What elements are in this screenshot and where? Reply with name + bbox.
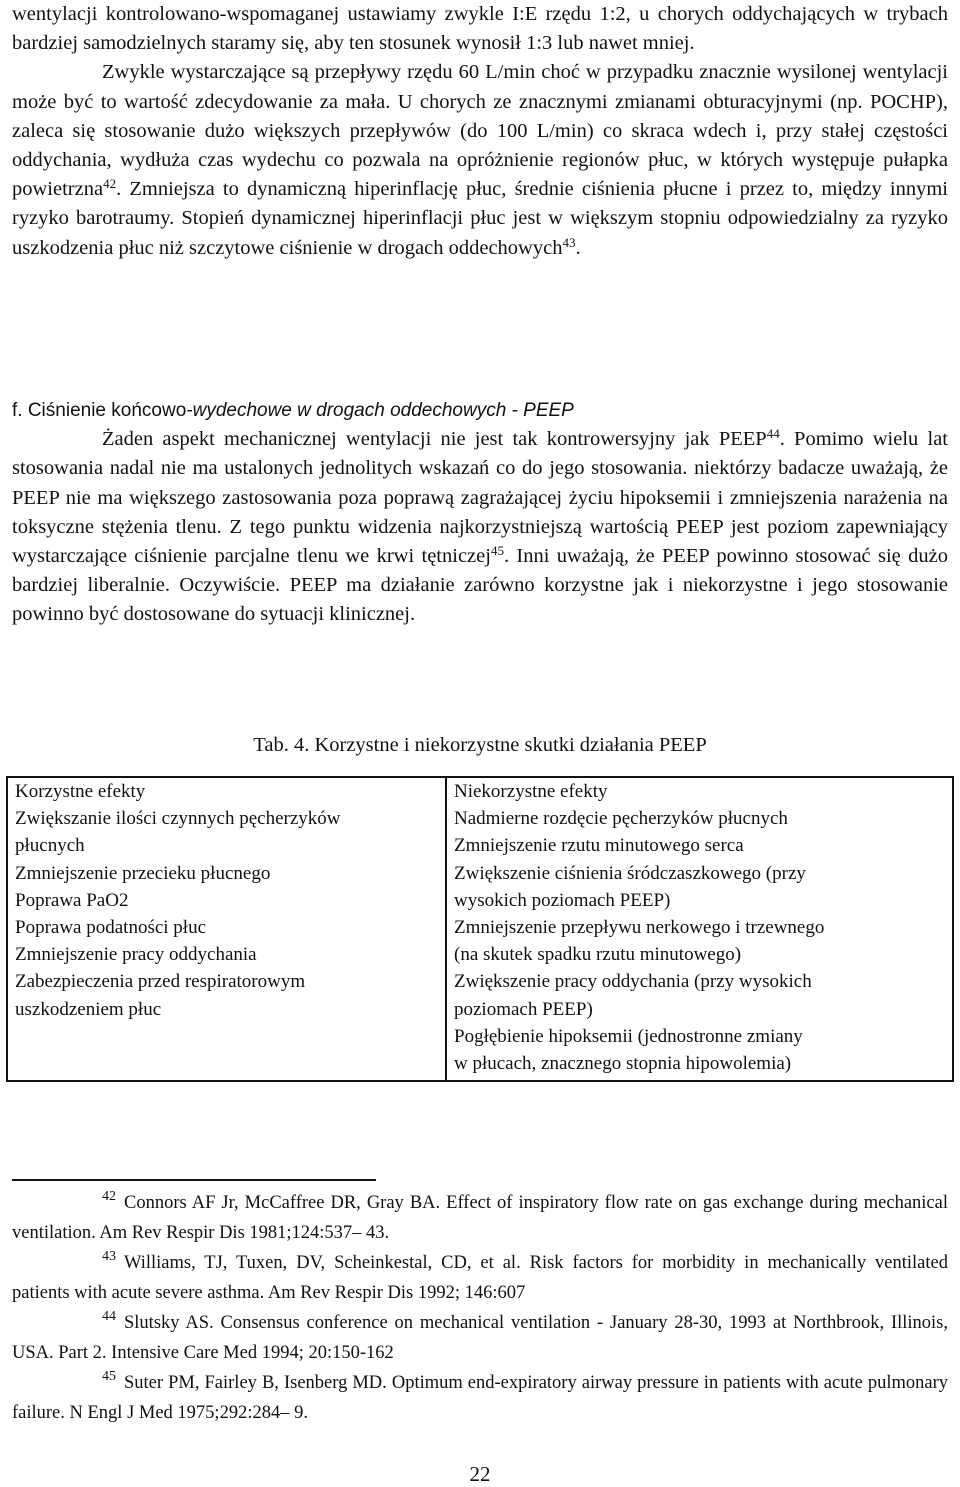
footnote-number: 44 <box>102 1309 116 1324</box>
table-cell-line: Zmniejszenie rzutu minutowego serca <box>454 835 744 857</box>
footnote-45 <box>12 1368 948 1428</box>
footnote-43 <box>12 1248 948 1308</box>
section-heading <box>12 396 948 425</box>
table-cell-line: Zmniejszenie przecieku płucnego <box>15 862 271 884</box>
page-number: 22 <box>469 1462 491 1486</box>
table-cell-line: Zabezpieczenia przed respiratorowym <box>15 971 306 993</box>
table-cell-line: wysokich poziomach PEEP) <box>454 889 671 911</box>
table-cell-line: uszkodzeniem płuc <box>15 998 162 1020</box>
paragraph-2-text-c: . <box>575 236 581 259</box>
table-cell-line: (na skutek spadku rzutu minutowego) <box>454 944 742 966</box>
table-caption: Tab. 4. Korzystne i niekorzystne skutki działania PEEP <box>253 734 707 756</box>
peep-effects-table <box>6 776 954 1082</box>
section-heading-italic: -wydechowe w drogach oddechowych - PEEP <box>186 400 574 421</box>
paragraph-3-text-a: Żaden aspekt mechanicznej wentylacji nie jest tak kontrowersyjny jak PEEP <box>102 428 767 451</box>
footnote-number: 42 <box>102 1189 116 1204</box>
paragraph-3 <box>12 425 948 629</box>
paragraph-2-text-a: Zwykle wystarczające są przepływy rzędu 60 L/min choć w przypadku znacznie wysilonej wentylacji może być to wartość zdecydowanie za mała. U chorych ze znacznymi zmianami obturacyjnymi (np. POCHP), zaleca się stosowanie dużo większych przepływów (do 100 L/min) co skraca wdech i, przy stałej częstości oddychania, wydłuża czas wydechu co pozwala na opróżnienie regionów płuc, w których występuje pułapka powietrzna <box>12 61 948 201</box>
table-cell-line: w płucach, znacznego stopnia hipowolemia) <box>454 1053 792 1075</box>
body-text-top <box>12 0 948 263</box>
section-heading-label: f. Ciśnienie końcowo <box>12 400 187 421</box>
footnote-separator <box>12 1179 376 1181</box>
paragraph-2 <box>12 58 948 262</box>
table-cell-line: Zmniejszenie przepływu nerkowego i trzewnego <box>454 917 825 939</box>
paragraph-2-text-b: . Zmniejsza to dynamiczną hiperinflację płuc, średnie ciśnienia płucne i przez to, między innymi ryzyko barotraumy. Stopień dynamicznej hiperinflacji płuc jest w większym stopniu odpowiedzialny za ryzyko uszkodzenia płuc niż szczytowe ciśnienie w drogach oddechowych <box>12 178 948 259</box>
reference-marker-45: 45 <box>490 543 504 559</box>
table-cell-line: Korzystne efekty <box>15 781 146 802</box>
reference-marker-43: 43 <box>562 234 576 250</box>
footnote-number: 43 <box>102 1249 116 1264</box>
table-cell-line: Poprawa PaO2 <box>15 889 129 911</box>
footnote-42 <box>12 1188 948 1248</box>
table-column-divider <box>445 778 447 1080</box>
table-cell-line: Zmniejszenie pracy oddychania <box>15 944 257 966</box>
footnote-text: Suter PM, Fairley B, Isenberg MD. Optimum end-expiratory airway pressure in patients with acute pulmonary failure. N Engl J Med 1975;292:284– 9. <box>12 1373 948 1423</box>
paragraph-3-text-b: . Pomimo wielu lat stosowania nadal nie ma ustalonych jednolitych wskazań co do jego stosowania. niektórzy badacze uważają, że PEEP nie ma większego zastosowania poza poprawą zagrażającej życiu hipoksemii i zmniejszenia narażenia na toksyczne stężenia tlenu. Z tego punktu widzenia najkorzystniejszą wartością PEEP jest poziom zapewniający wystarczające ciśnienie parcjalne tlenu we krwi tętniczej <box>12 428 948 568</box>
footnotes <box>12 1188 948 1428</box>
table-cell-line: poziomach PEEP) <box>454 998 593 1020</box>
table-cell-line: Zwiększenie ciśnienia śródczaszkowego (przy <box>454 862 806 884</box>
footnote-44 <box>12 1308 948 1368</box>
footnote-text: Slutsky AS. Consensus conference on mechanical ventilation - January 28-30, 1993 at Northbrook, Illinois, USA. Part 2. Intensive Care Med 1994; 20:150-162 <box>12 1313 948 1363</box>
table-cell-line: Nadmierne rozdęcie pęcherzyków płucnych <box>454 808 788 830</box>
table-cell-line: płucnych <box>15 835 85 857</box>
paragraph-3-text-c: . Inni uważają, że PEEP powinno stosować się dużo bardziej liberalnie. Oczywiście. PEEP ma działanie zarówno korzystne jak i niekorzystne i jego stosowanie powinno być dostosowane do sytuacji klinicznej. <box>12 545 948 626</box>
paragraph-1: wentylacji kontrolowano-wspomaganej ustawiamy zwykle I:E rzędu 1:2, u chorych oddychających w trybach bardziej samodzielnych staramy się, aby ten stosunek wynosił 1:3 lub nawet mniej. <box>12 3 948 55</box>
table-column-adverse <box>454 778 944 1077</box>
table-cell-line: Zwiększanie ilości czynnych pęcherzyków <box>15 808 341 830</box>
footnote-text: Connors AF Jr, McCaffree DR, Gray BA. Effect of inspiratory flow rate on gas exchange during mechanical ventilation. Am Rev Respir Dis 1981;124:537– 43. <box>12 1193 948 1243</box>
footnote-text: Williams, TJ, Tuxen, DV, Scheinkestal, CD, et al. Risk factors for morbidity in mechanically ventilated patients with acute severe asthma. Am Rev Respir Dis 1992; 146:607 <box>12 1253 948 1303</box>
table-cell-line: Zwiększenie pracy oddychania (przy wysokich <box>454 971 812 993</box>
table-column-beneficial <box>15 778 435 1023</box>
reference-marker-44: 44 <box>766 426 780 442</box>
section-f <box>12 396 948 630</box>
table-cell-line: Niekorzystne efekty <box>454 781 608 802</box>
table-cell-line: Pogłębienie hipoksemii (jednostronne zmiany <box>454 1025 803 1047</box>
reference-marker-42: 42 <box>103 176 117 192</box>
table-cell-line: Poprawa podatności płuc <box>15 917 207 939</box>
footnote-number: 45 <box>102 1369 116 1384</box>
